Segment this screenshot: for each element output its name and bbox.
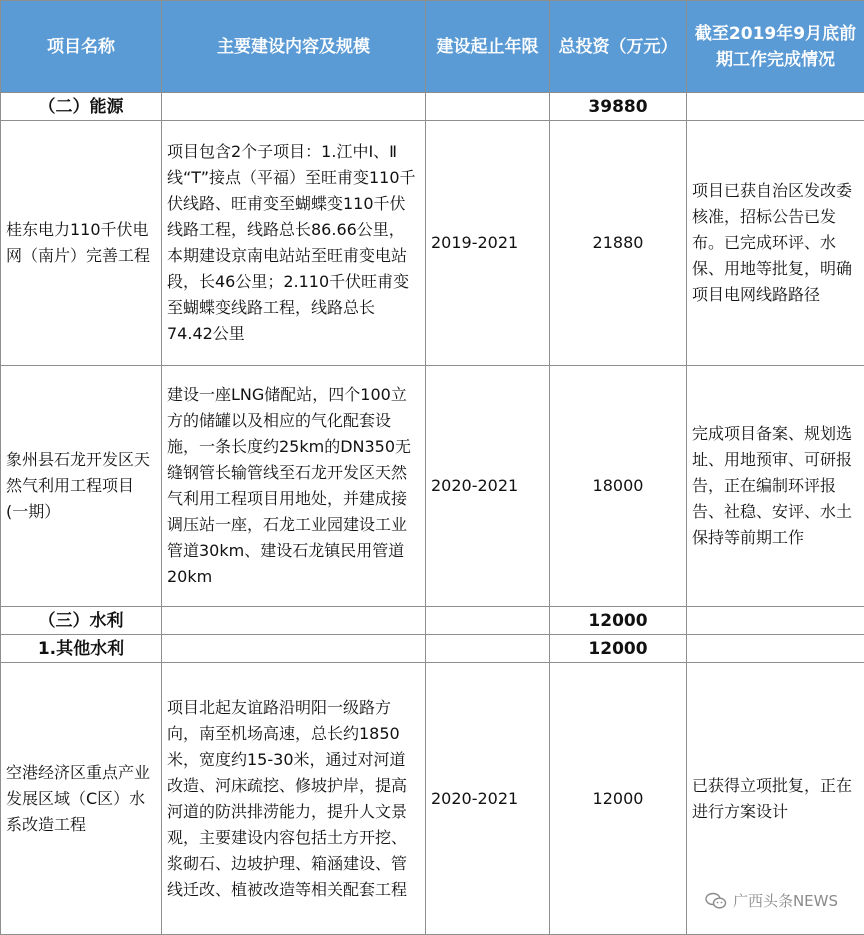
header-content: 主要建设内容及规模 [162,1,426,93]
category-name: 1.其他水利 [1,635,162,663]
project-period: 2020-2021 [426,366,550,607]
table-row [1,366,864,607]
header-status: 截至2019年9月底前期工作完成情况 [687,1,864,93]
project-total: 12000 [550,663,687,935]
project-name: 桂东电力110千伏电网（南片）完善工程 [1,121,162,366]
category-total: 12000 [550,635,687,663]
project-total: 18000 [550,366,687,607]
project-content: 建设一座LNG储配站，四个100立方的储罐以及相应的气化配套设施，一条长度约25km的DN350无缝钢管长输管线至石龙开发区天然气利用工程项目用地处，并建成接调压站一座，石龙工业园建设工业管道30km、建设石龙镇民用管道20km [162,366,426,607]
project-period: 2019-2021 [426,121,550,366]
table-row [1,121,864,366]
category-row-other-water [1,635,864,663]
category-name: （三）水利 [1,607,162,635]
header-row [1,1,864,93]
project-period: 2020-2021 [426,663,550,935]
category-row-energy [1,93,864,121]
project-content: 项目北起友谊路沿明阳一级路方向，南至机场高速，总长约1850米，宽度约15-30米，通过对河道改造、河床疏挖、修坡护岸，提高河道的防洪排涝能力，提升人文景观，主要建设内容包括土方开挖、浆砌石、边坡护理、箱涵建设、管线迁改、植被改造等相关配套工程 [162,663,426,935]
project-status: 完成项目备案、规划选址、用地预审、可研报告，正在编制环评报告、社稳、安评、水土保持等前期工作 [687,366,864,607]
project-status: 已获得立项批复，正在进行方案设计 [687,663,864,935]
wechat-bubble-icon [705,892,727,910]
header-period: 建设起止年限 [426,1,550,93]
project-total: 21880 [550,121,687,366]
watermark [705,890,838,911]
project-name: 象州县石龙开发区天然气利用工程项目(一期） [1,366,162,607]
project-status: 项目已获自治区发改委核准，招标公告已发布。已完成环评、水保、用地等批复，明确项目电网线路路径 [687,121,864,366]
project-content: 项目包含2个子项目：1.江中Ⅰ、Ⅱ线“T”接点（平福）至旺甫变110千伏线路、旺甫变至蝴蝶变110千伏线路工程，线路总长86.66公里，本期建设京南电站站至旺甫变电站段，长46公里；2.110千伏旺甫变至蝴蝶变线路工程，线路总长74.42公里 [162,121,426,366]
header-total-investment: 总投资（万元） [550,1,687,93]
header-project-name: 项目名称 [1,1,162,93]
project-name: 空港经济区重点产业发展区域（C区）水系改造工程 [1,663,162,935]
category-total: 39880 [550,93,687,121]
category-name: （二）能源 [1,93,162,121]
category-total: 12000 [550,607,687,635]
category-row-water [1,607,864,635]
watermark-text: 广西头条NEWS [733,890,838,911]
